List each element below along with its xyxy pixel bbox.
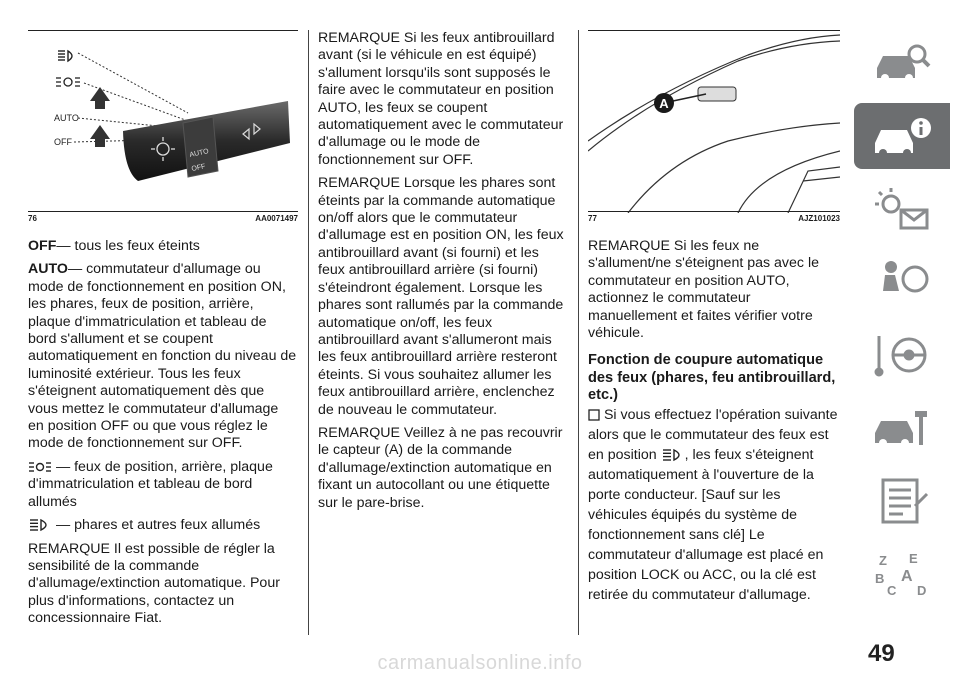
auto-cut-text-b: , les feux s'éteignent automatiquement à l'ouverture de la porte conducteur. [Sauf sur les véhicules équipés du système de fonctionnement sans clé] Le commutateur d'allumage est placé en position LOCK ou ACC, ou la clé est retirée du commutateur d'allumage.: [588, 446, 824, 603]
airbag-icon: [871, 257, 933, 307]
warning-lights-icon: [871, 184, 933, 234]
tab-car-search[interactable]: [854, 30, 950, 96]
column-divider-1: [308, 30, 309, 635]
headlamp-icon: [28, 518, 52, 532]
tab-document-list[interactable]: [854, 468, 950, 534]
position-lamp-icon: [56, 78, 80, 86]
tab-car-service[interactable]: [854, 395, 950, 461]
tab-alphabet-index[interactable]: [854, 541, 950, 607]
watermark: carmanualsonline.info: [377, 652, 583, 674]
figure-76-caption: [28, 211, 298, 226]
tab-car-info[interactable]: [854, 103, 950, 169]
off-description: — tous les feux éteints: [56, 238, 200, 254]
remark-sensor: REMARQUE Veillez à ne pas recouvrir le capteur (A) de la commande d'allumage/extinction automatique en fixant un autocollant ou une étiquette sur le pare-brise.: [318, 424, 563, 511]
svg-text:D: D: [917, 583, 927, 598]
car-service-icon: [871, 403, 933, 453]
auto-paragraph: [28, 261, 298, 452]
column-divider-2: [578, 30, 579, 635]
auto-cut-paragraph: [588, 405, 840, 605]
stalk-off-text: OFF: [190, 163, 207, 173]
headlamp-icon: [661, 448, 685, 462]
rotation-arrows: [90, 87, 110, 147]
figure-number: 76: [28, 214, 37, 223]
figure-code: AJZ101023: [798, 214, 840, 223]
remark-manual: REMARQUE Si les feux ne s'allument/ne s'éteignent pas avec le commutateur en position AUTO, actionnez le commutateur manuellement et faites vérifier votre véhicule.: [588, 238, 819, 342]
auto-cut-text-a: Si vous effectuez l'opération suivante alors que le commutateur des feux est en position: [588, 406, 838, 463]
remark-sensitivity: REMARQUE Il est possible de régler la sensibilité de la commande d'allumage/extinction automatique. Pour plus d'informations, contactez un concessionnaire Fiat.: [28, 540, 280, 627]
callout-a: A: [659, 96, 669, 111]
middle-column: [318, 30, 568, 512]
tab-airbag[interactable]: [854, 249, 950, 315]
note-icon: [588, 409, 600, 421]
figure-number: 77: [588, 214, 597, 223]
figure-77: [588, 30, 840, 226]
light-switch-illustration: [28, 31, 298, 213]
svg-text:C: C: [887, 583, 897, 598]
remark-auto-off: REMARQUE Lorsque les phares sont éteints par la commande automatique on/off alors que le commutateur d'allumage est en position ON, les feux antibrouillard avant (si fourni) et les feux antibrouillard arrière (si fourni) s'éteindront également. Lorsque les phares sont rallumés par la commande automatique on/off, les feux antibrouillard avant s'allumeront mais les feux antibrouillard arrière resteront éteints. Si vous souhaitez allumer les feux antibrouillard arrière, enclenchez de nouveau le commutateur.: [318, 175, 564, 418]
figure-77-caption: [588, 211, 840, 226]
off-paragraph: [28, 238, 298, 255]
off-label: OFF: [54, 137, 72, 147]
svg-text:E: E: [909, 551, 918, 566]
headlamp-description: — phares et autres feux allumés: [55, 517, 261, 534]
stalk-auto-text: AUTO: [188, 148, 210, 159]
position-paragraph: [28, 459, 298, 511]
tab-steering[interactable]: [854, 322, 950, 388]
figure-76: [28, 30, 298, 226]
headlamp-icon: [58, 51, 72, 61]
svg-text:B: B: [875, 571, 885, 586]
figure-code: AA0071497: [255, 214, 298, 223]
car-search-icon: [871, 38, 933, 88]
position-lamp-icon: [28, 460, 52, 474]
page-number: 49: [868, 640, 895, 667]
auto-description: — commutateur d'allumage ou mode de fonctionnement en position ON, les phares, feux de position, arrière, plaque d'immatriculation et tableau de bord s'allument et se coupent automatiquement en fonction du niveau de luminosité extérieur. Tous les feux s'éteignent automatiquement dès que vous mettez le commutateur d'allumage en position OFF ou que vous réglez le mode de fonctionnement sur OFF.: [28, 261, 297, 452]
off-term: OFF: [28, 238, 57, 254]
right-column: [588, 30, 840, 605]
tab-warning-lights[interactable]: [854, 176, 950, 242]
auto-term: AUTO: [28, 261, 68, 278]
svg-text:Z: Z: [879, 553, 887, 568]
left-column: [28, 30, 298, 628]
auto-label: AUTO: [54, 113, 79, 123]
car-info-icon: [871, 111, 933, 161]
headlamp-paragraph: [28, 517, 298, 534]
alphabet-index-icon: [871, 549, 933, 599]
remark-fog-lamps: REMARQUE Si les feux antibrouillard avant (si le véhicule en est équipé) s'allument lorsqu'ils sont supposés le faire avec le commutateur en position AUTO, les feux se coupent automatiquement avec le commutateur d'allumage ou le mode de fonctionnement sur OFF.: [318, 30, 564, 168]
windshield-sensor-illustration: [588, 31, 840, 213]
chapter-sidebar: [854, 30, 950, 614]
steering-icon: [871, 330, 933, 380]
position-description: — feux de position, arrière, plaque d'immatriculation et tableau de bord allumés: [28, 458, 273, 510]
document-list-icon: [871, 476, 933, 526]
svg-text:A: A: [901, 568, 913, 585]
section-heading: Fonction de coupure automatique des feux (phares, feu antibrouillard, etc.): [588, 352, 836, 404]
